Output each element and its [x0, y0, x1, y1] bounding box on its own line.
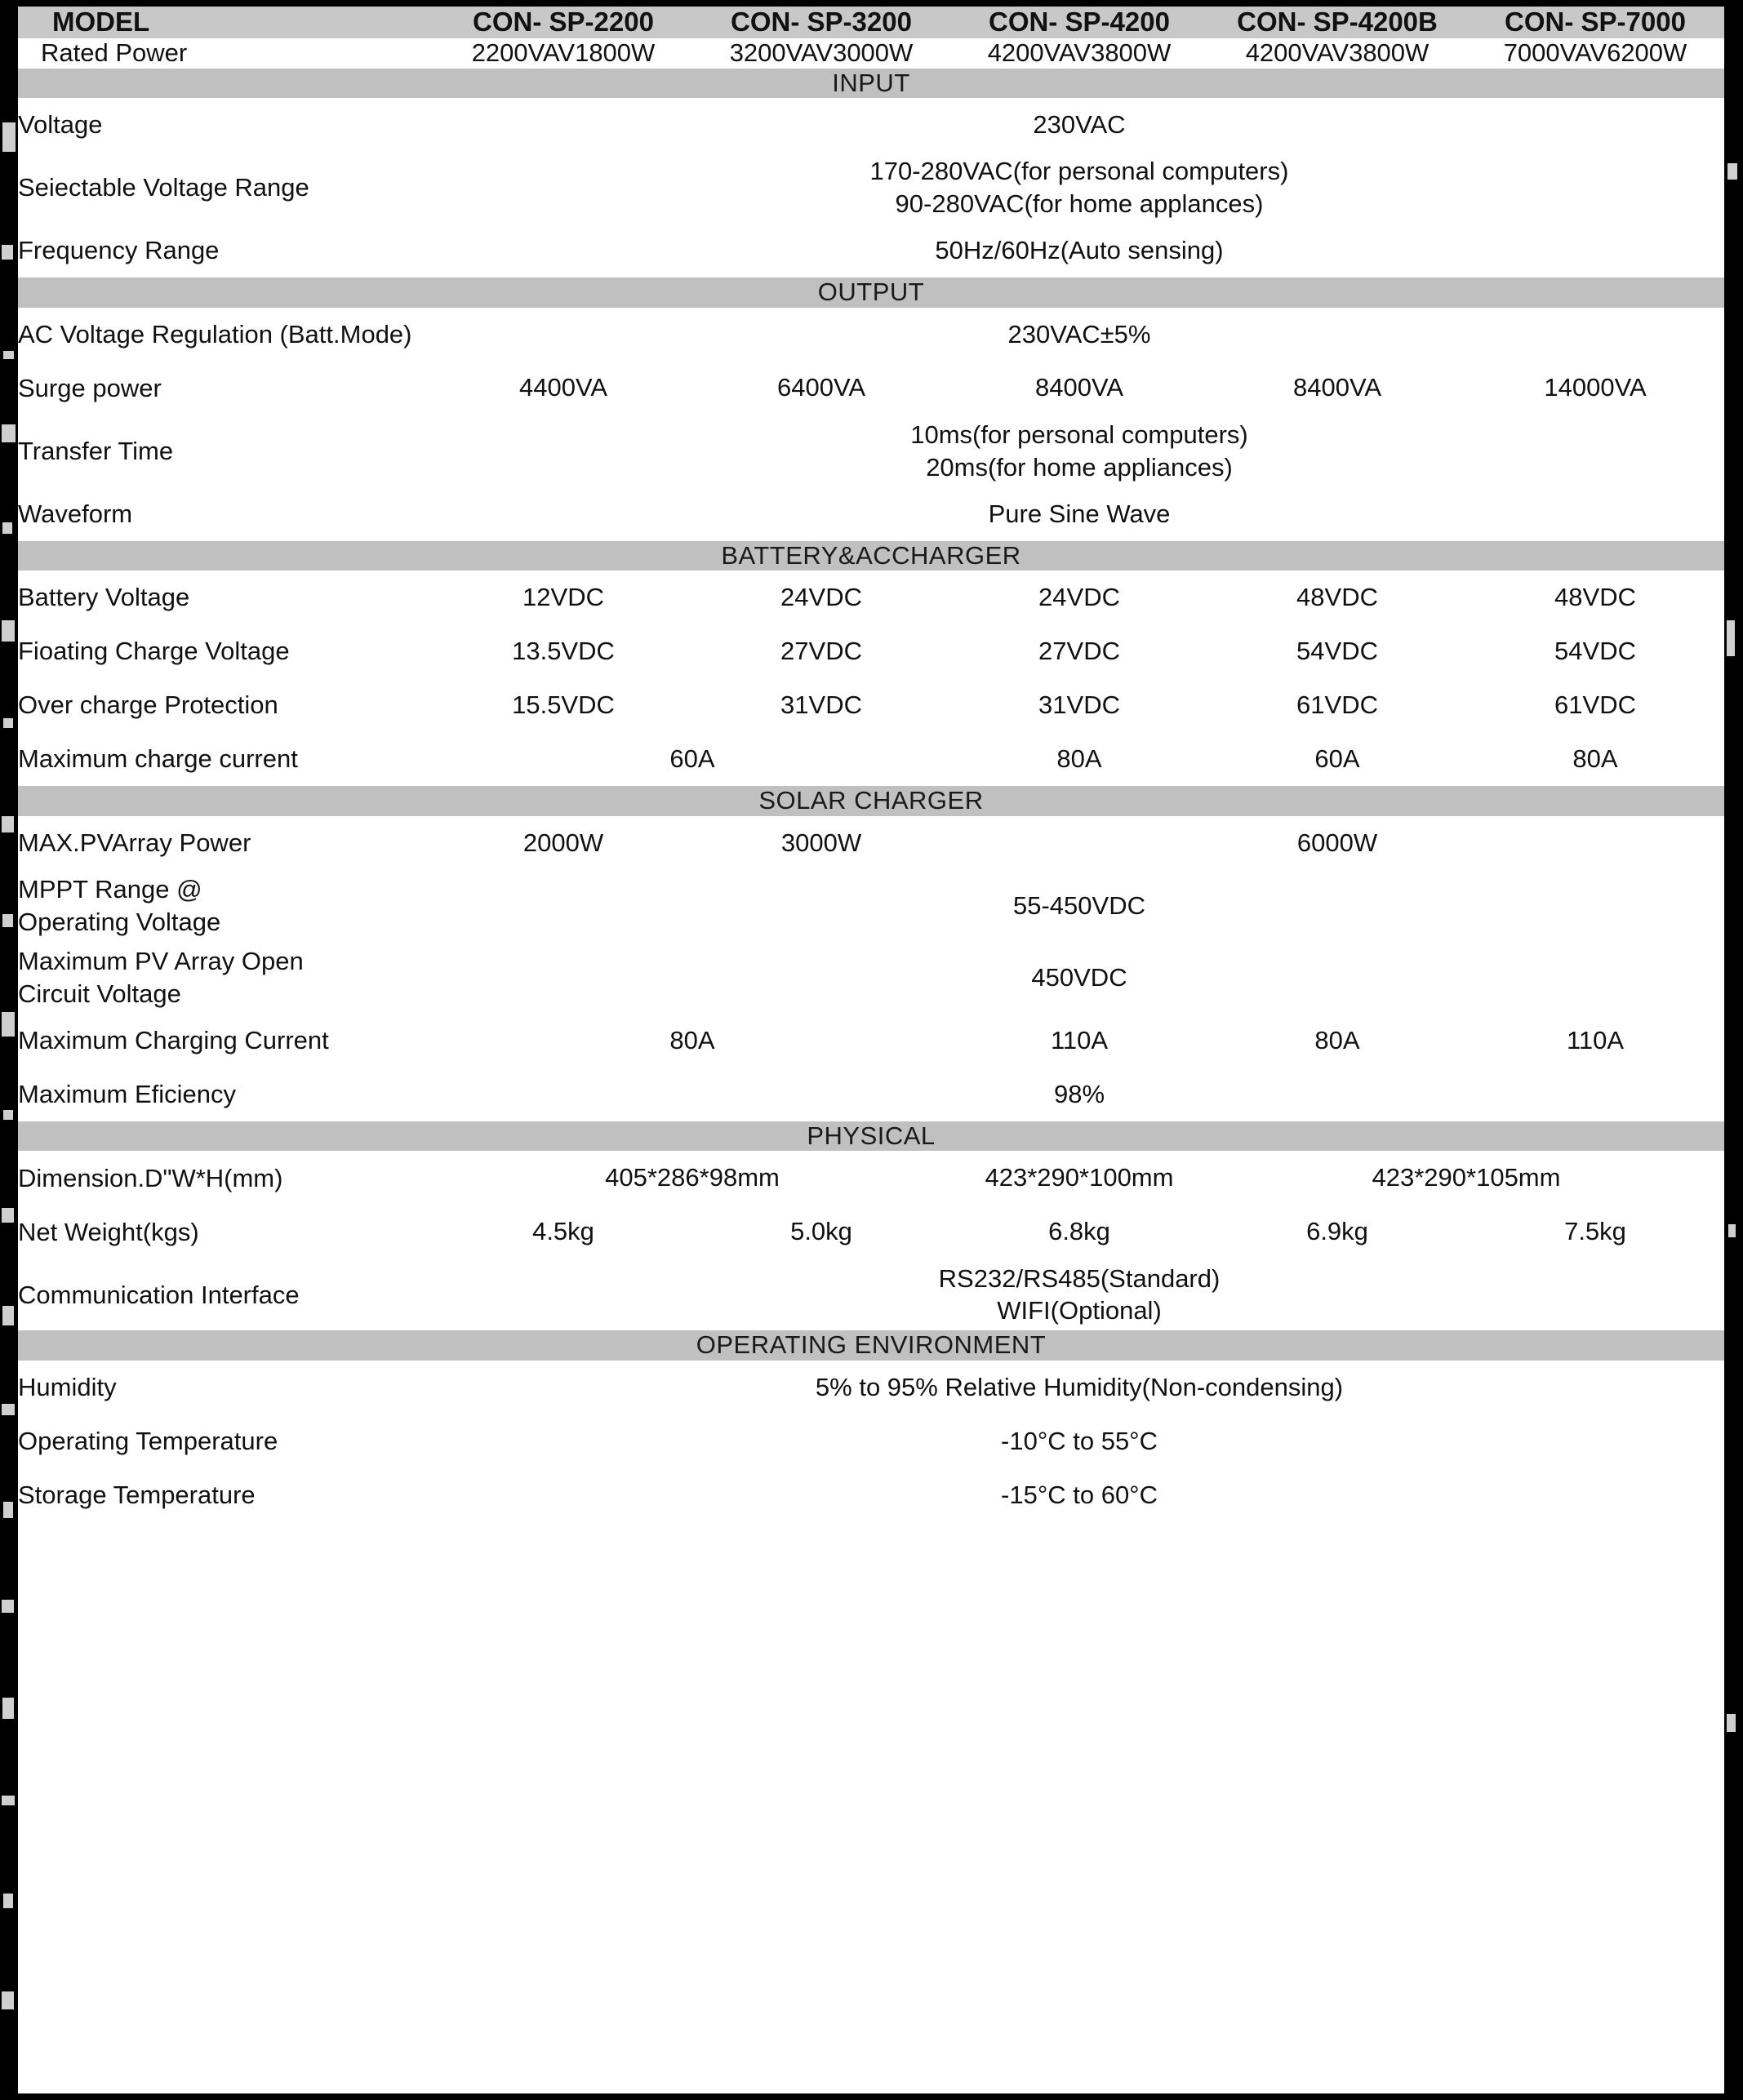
row-value: 8400VA [1292, 373, 1381, 402]
row-value: 61VDC [1296, 690, 1378, 719]
row-value: -10°C to 55°C [1001, 1427, 1158, 1456]
row-value: 60A [669, 744, 715, 773]
film-speck [2, 1991, 14, 2009]
row-value: RS232/RS485(Standard) WIFI(Optional) [938, 1263, 1221, 1325]
row-value: 48VDC [1554, 582, 1636, 611]
row-value: 98% [1053, 1079, 1105, 1108]
row-label: Maximum PV Array Open Circuit Voltage [18, 947, 304, 1008]
row-value: 3000W [780, 828, 862, 857]
row-label: AC Voltage Regulation (Batt.Mode) [18, 319, 412, 349]
row-value: 24VDC [780, 582, 862, 611]
row-value: 4400VA [518, 373, 607, 402]
row-label: Storage Temperature [18, 1481, 256, 1510]
table-row [18, 1151, 1724, 1205]
row-value: 423*290*100mm [985, 1163, 1174, 1192]
table-row [18, 362, 1724, 415]
film-speck [2, 1306, 14, 1325]
section-header-row [18, 69, 1724, 99]
row-value: 61VDC [1554, 690, 1636, 719]
row-label: Operating Temperature [18, 1427, 278, 1456]
table-row [18, 678, 1724, 732]
film-speck [2, 424, 16, 442]
specification-table [18, 7, 1724, 1522]
row-value: 405*286*98mm [605, 1163, 780, 1192]
film-speck [2, 1208, 14, 1223]
table-row [18, 942, 1724, 1014]
row-value: 27VDC [780, 636, 862, 665]
row-value: 12VDC [522, 582, 604, 611]
table-row [18, 571, 1724, 624]
section-title: INPUT [18, 69, 1724, 99]
row-label: Waveform [18, 499, 133, 528]
film-speck [2, 620, 15, 642]
section-title: OPERATING ENVIRONMENT [18, 1330, 1724, 1361]
row-value: 4200VAV3800W [950, 38, 1208, 69]
row-value: -15°C to 60°C [1001, 1481, 1158, 1510]
rated-power-row [18, 38, 1724, 69]
film-speck [2, 1404, 15, 1415]
film-speck [3, 718, 13, 728]
table-row [18, 1205, 1724, 1259]
row-value: 2000W [522, 828, 604, 857]
section-header-row [18, 786, 1724, 816]
row-value: 54VDC [1296, 636, 1378, 665]
table-row [18, 224, 1724, 277]
row-value: 3200VAV3000W [692, 38, 950, 69]
row-label: Over charge Protection [18, 690, 278, 720]
table-row [18, 1259, 1724, 1330]
film-speck [1727, 163, 1737, 180]
section-title: SOLAR CHARGER [18, 786, 1724, 816]
row-value: 31VDC [780, 690, 862, 719]
row-value: 55-450VDC [1013, 890, 1145, 920]
section-title: BATTERY&ACCHARGER [18, 541, 1724, 571]
film-speck [2, 1600, 14, 1613]
model-name: CON- SP-4200B [1208, 7, 1466, 38]
row-value: 4.5kg [532, 1217, 594, 1246]
row-value: 6400VA [776, 373, 865, 402]
row-value: 80A [1314, 1025, 1360, 1054]
film-speck [2, 1012, 15, 1037]
row-value: 80A [1572, 744, 1618, 773]
row-value: 8400VA [1034, 373, 1123, 402]
film-speck [3, 1110, 13, 1120]
row-value: 170-280VAC(for personal computers) 90-280VAC(for home applances) [869, 157, 1289, 219]
model-name: CON- SP-2200 [434, 7, 692, 38]
section-header-row [18, 277, 1724, 308]
table-row [18, 1414, 1724, 1468]
bottom-black-bar [0, 2093, 1743, 2100]
row-label: Maximum charge current [18, 744, 298, 774]
row-value: 230VAC±5% [1007, 319, 1151, 349]
row-value: 10ms(for personal computers) 20ms(for home appliances) [910, 420, 1248, 482]
film-speck [2, 1796, 15, 1805]
film-speck [2, 914, 13, 927]
film-speck [3, 1502, 13, 1518]
film-speck [3, 351, 14, 359]
row-value: Pure Sine Wave [988, 499, 1171, 528]
table-row [18, 1068, 1724, 1121]
table-row [18, 152, 1724, 224]
row-value: 31VDC [1038, 690, 1120, 719]
table-row [18, 1361, 1724, 1414]
film-speck [2, 245, 13, 260]
table-row [18, 1014, 1724, 1068]
row-value: 14000VA [1544, 373, 1647, 402]
row-value: 80A [1056, 744, 1102, 773]
table-row [18, 732, 1724, 786]
table-row [18, 870, 1724, 942]
row-value: 27VDC [1038, 636, 1120, 665]
row-value: 50Hz/60Hz(Auto sensing) [935, 236, 1224, 265]
row-value: 450VDC [1031, 962, 1127, 992]
row-value: 5.0kg [790, 1217, 852, 1246]
table-row [18, 415, 1724, 487]
row-value: 6.8kg [1048, 1217, 1110, 1246]
row-label: Net Weight(kgs) [18, 1217, 199, 1246]
section-title: OUTPUT [18, 277, 1724, 308]
section-title: PHYSICAL [18, 1121, 1724, 1152]
row-label: Rated Power [18, 38, 434, 69]
row-value: 13.5VDC [512, 636, 615, 665]
row-value: 15.5VDC [512, 690, 615, 719]
model-label: MODEL [18, 7, 434, 38]
row-label: Voltage [18, 110, 103, 140]
row-value: 60A [1314, 744, 1360, 773]
row-label: Battery Voltage [18, 583, 190, 612]
row-value: 6.9kg [1306, 1217, 1368, 1246]
top-black-bar [0, 0, 1743, 7]
film-speck [2, 1698, 14, 1719]
model-name: CON- SP-3200 [692, 7, 950, 38]
row-label: Humidity [18, 1373, 117, 1402]
row-value: 6000W [1296, 828, 1378, 857]
row-value: 7.5kg [1564, 1217, 1626, 1246]
section-header-row [18, 1330, 1724, 1361]
film-speck [1727, 1714, 1736, 1732]
row-label: Fioating Charge Voltage [18, 637, 290, 666]
row-value: 423*290*105mm [1372, 1163, 1561, 1192]
row-value: 110A [1050, 1025, 1109, 1054]
left-film-strip [0, 0, 18, 2100]
row-value: 7000VAV6200W [1466, 38, 1724, 69]
row-value: 24VDC [1038, 582, 1120, 611]
table-body [18, 7, 1724, 1522]
table-row [18, 308, 1724, 362]
film-speck [2, 522, 12, 534]
row-value: 5% to 95% Relative Humidity(Non-condensing) [815, 1373, 1344, 1402]
row-value: 110A [1566, 1025, 1625, 1054]
row-value: 48VDC [1296, 582, 1378, 611]
row-label: Maximum Charging Current [18, 1025, 329, 1054]
row-value: 54VDC [1554, 636, 1636, 665]
row-value [1466, 816, 1724, 870]
film-speck [3, 1894, 13, 1908]
model-name: CON- SP-7000 [1466, 7, 1724, 38]
row-value: 80A [669, 1025, 715, 1054]
table-row [18, 624, 1724, 678]
row-value [950, 816, 1208, 870]
table-row [18, 487, 1724, 541]
table-row [18, 1468, 1724, 1522]
table-row [18, 816, 1724, 870]
section-header-row [18, 1121, 1724, 1152]
row-label: Seiectable Voltage Range [18, 173, 309, 202]
table-row [18, 98, 1724, 152]
film-speck [2, 816, 14, 832]
model-name: CON- SP-4200 [950, 7, 1208, 38]
row-label: Dimension.D"W*H(mm) [18, 1163, 283, 1192]
section-header-row [18, 541, 1724, 571]
row-value: 4200VAV3800W [1208, 38, 1466, 69]
row-label: Transfer Time [18, 436, 174, 465]
row-value: 2200VAV1800W [434, 38, 692, 69]
film-speck [2, 122, 16, 152]
row-label: MAX.PVArray Power [18, 828, 251, 857]
right-film-strip [1724, 0, 1743, 2100]
film-speck [1727, 620, 1735, 656]
row-label: Communication Interface [18, 1280, 300, 1309]
film-speck [1728, 1224, 1736, 1237]
row-label: Surge power [18, 373, 162, 402]
model-header-row [18, 7, 1724, 38]
row-label: Frequency Range [18, 236, 220, 265]
row-value: 230VAC [1033, 110, 1126, 140]
row-label: MPPT Range @ Operating Voltage [18, 875, 221, 936]
row-label: Maximum Eficiency [18, 1079, 236, 1108]
spec-sheet [18, 7, 1724, 2093]
